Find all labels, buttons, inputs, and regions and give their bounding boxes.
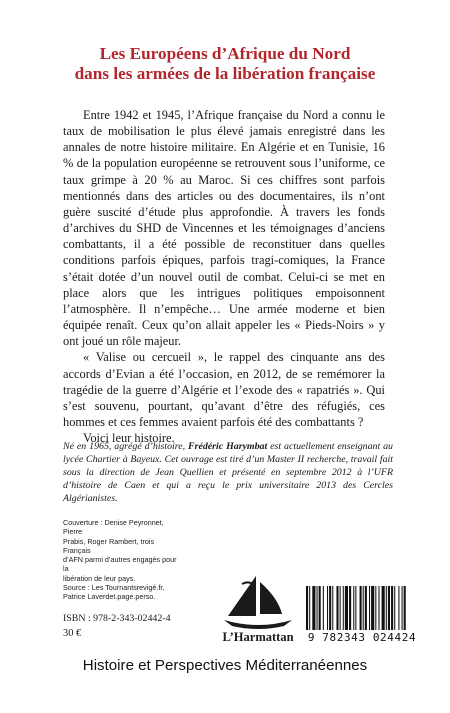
publisher-logo [208,572,308,646]
credits-line: libération de leur pays. [63,573,136,583]
summary-paragraph-1: Entre 1942 et 1945, l’Afrique française du Nord a connu le taux de mobilisation le plus élevé jamais enregistré dans les annales de notre histoire militaire. En Algérie et en Tunisie, 16 % de la population européenne se retrouvent sous l’uniforme, ce taux grimpe à 20 % au Maroc. Si ces chiffres sont parfois mentionnés dans des articles ou des documentaires, ils n’ont guère suscité d’étude plus approfondie. À travers les fonds d’archives du SHD de Vincennes et les témoignages d’anciens combattants, il a été possible de reconstituer dans quelles conditions parfois épiques, parfois tragi-comiques, la France s’était dotée d’un nouvel outil de combat. Celui-ci se met en place alors que les intrigues politiques empoisonnent l’atmosphère. Il n’empêche… Une armée moderne et bien équipée renaît. Ceux qu’on allait appeler les « Pieds-Noirs » y ont joué un rôle majeur. [63,108,385,349]
credits-line: d’AFN parmi d’autres engagés pour la [63,555,177,574]
barcode-bars [298,584,426,631]
price: 30 € [63,628,82,639]
summary-paragraph-3: Voici leur histoire. [83,431,175,446]
book-title-line-1: Les Européens d’Afrique du Nord [99,44,351,63]
credits-line: Couverture : Denise Peyronnet, Pierre [63,518,164,537]
summary-paragraph-2: « Valise ou cercueil », le rappel des cinquante ans des accords d’Evian a été l’occasion, en 2012, de se remémorer la tragédie de la guerre d’Algérie et l’exode des « rapatriés ». Qui s’est souvenu, pourtant, qu’avant d’être des réfugiés, ces hommes et ces femmes avaient parfois été des combattants ? [63,350,385,429]
author-bio-intro: Né en 1965, agrégé d’histoire, [63,441,189,452]
author-name: Frédéric Harymbat [188,441,268,452]
cover-credits [63,518,181,602]
sailboat-icon [220,572,296,630]
credits-line: Source : Les Tournantsrevigé.fr, [63,583,165,593]
isbn: ISBN : 978-2-343-02442-4 [63,613,171,624]
barcode-number: 9 782343 024424 [307,631,417,644]
summary-text [63,107,385,446]
book-title [30,44,420,84]
publisher-name: L’Harmattan [222,630,294,644]
author-bio-rest: est actuellement enseignant au lycée Chartier à Bayeux. Cet ouvrage est tiré d’un Master II recherche, travail fait sous la direction de Jean Quellien et présenté en septembre 2012 à l’UFR d’histoire de Caen et qui a reçu le prix universitaire 2013 des Cercles Algérianistes. [63,441,393,504]
barcode [298,584,426,646]
credits-line: Prabis, Roger Rambert, trois Français [63,536,155,555]
book-title-line-2: dans les armées de la libération française [74,64,376,83]
author-bio [63,441,393,506]
credits-line: Patrice Laverdet.page.perso. [63,592,156,602]
collection-name: Histoire et Perspectives Méditerranéennes [82,657,368,674]
